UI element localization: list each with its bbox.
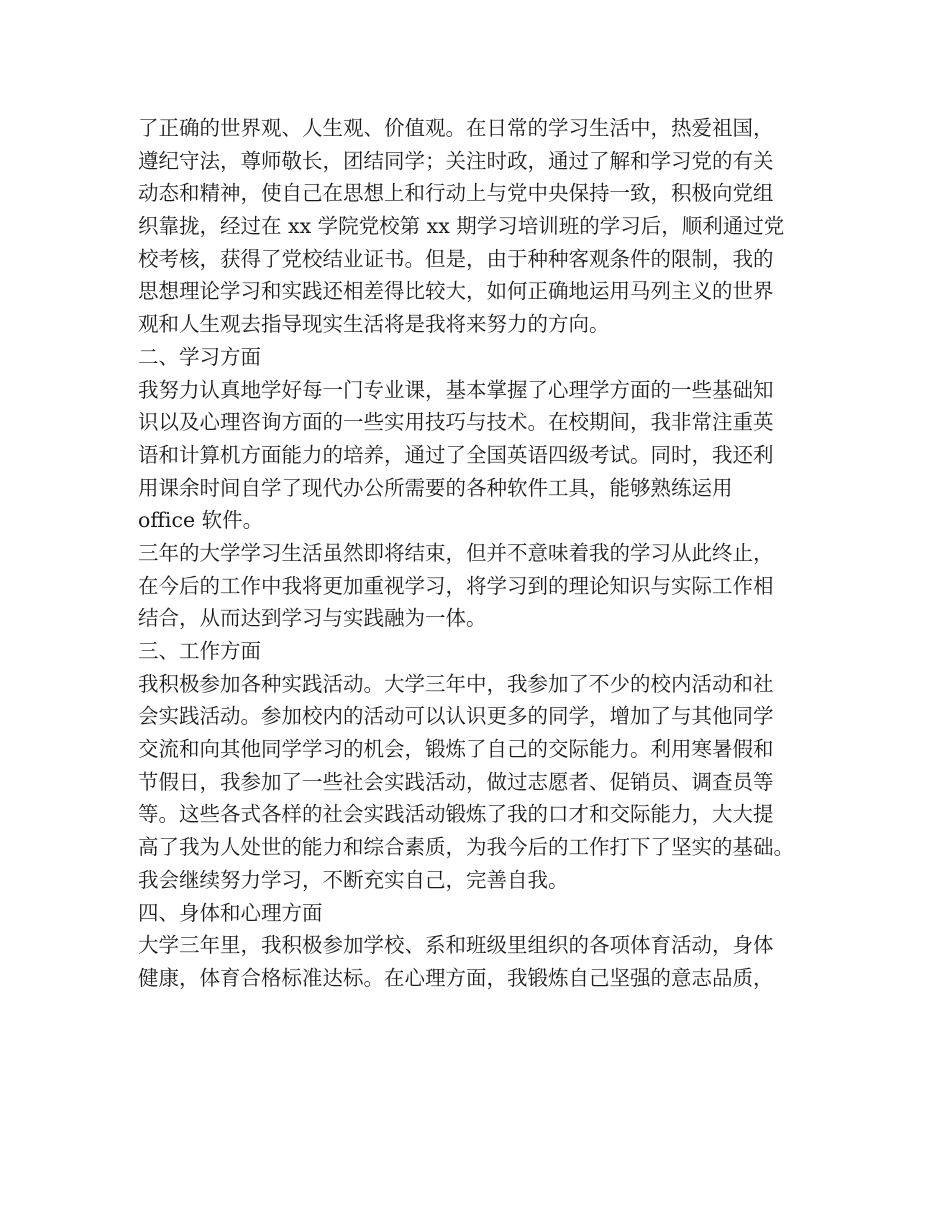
text-line: 遵纪守法，尊师敬长，团结同学；关注时政，通过了解和学习党的有关 [138,148,774,173]
text-line: 三年的大学学习生活虽然即将结束，但并不意味着我的学习从此终止， [138,540,774,565]
text-line: 在今后的工作中我将更加重视学习，将学习到的理论知识与实际工作相 [138,573,774,598]
text-line: 观和人生观去指导现实生活将是我将来努力的方向。 [138,312,610,337]
document-body [138,112,838,995]
section-heading: 三、工作方面 [138,639,261,663]
text-line: 用课余时间自学了现代办公所需要的各种软件工具，能够熟练运用 [138,475,733,500]
text-line: 结合，从而达到学习与实践融为一体。 [138,606,487,631]
text-line: 大学三年里，我积极参加学校、系和班级里组织的各项体育活动，身体 [138,933,774,958]
text-line: 高了我为人处世的能力和综合素质，为我今后的工作打下了坚实的基础。 [138,835,794,860]
text-line: 我积极参加各种实践活动。大学三年中，我参加了不少的校内活动和社 [138,671,774,696]
text-line: 等。这些各式各样的社会实践活动锻炼了我的口才和交际能力，大大提 [138,802,774,827]
text-line: 识以及心理咨询方面的一些实用技巧与技术。在校期间，我非常注重英 [138,410,774,435]
text-line: 了正确的世界观、人生观、价值观。在日常的学习生活中，热爱祖国， [138,116,774,140]
text-line: 校考核，获得了党校结业证书。但是，由于种种客观条件的限制，我的 [138,246,774,271]
text-line: 思想理论学习和实践还相差得比较大，如何正确地运用马列主义的世界 [138,279,774,304]
text-line: 健康，体育合格标准达标。在心理方面，我锻炼自己坚强的意志品质， [138,965,774,990]
text-line: 我会继续努力学习，不断充实自己，完善自我。 [138,867,569,892]
text-line: 节假日，我参加了一些社会实践活动，做过志愿者、促销员、调查员等 [138,769,774,794]
text-line: 会实践活动。参加校内的活动可以认识更多的同学，增加了与其他同学 [138,704,774,729]
text-line: 交流和向其他同学学习的机会，锻炼了自己的交际能力。利用寒暑假和 [138,737,774,762]
text-line: 语和计算机方面能力的培养，通过了全国英语四级考试。同时，我还利 [138,442,774,467]
section-heading: 二、学习方面 [138,344,261,369]
text-line: 动态和精神，使自己在思想上和行动上与党中央保持一致，积极向党组 [138,181,774,206]
text-line: 织靠拢，经过在 xx 学院党校第 xx 期学习培训班的学习后，顺利通过党 [138,214,785,239]
text-line: 我努力认真地学好每一门专业课，基本掌握了心理学方面的一些基础知 [138,377,774,402]
text-line: office 软件。 [138,508,264,533]
section-heading: 四、身体和心理方面 [138,900,323,925]
